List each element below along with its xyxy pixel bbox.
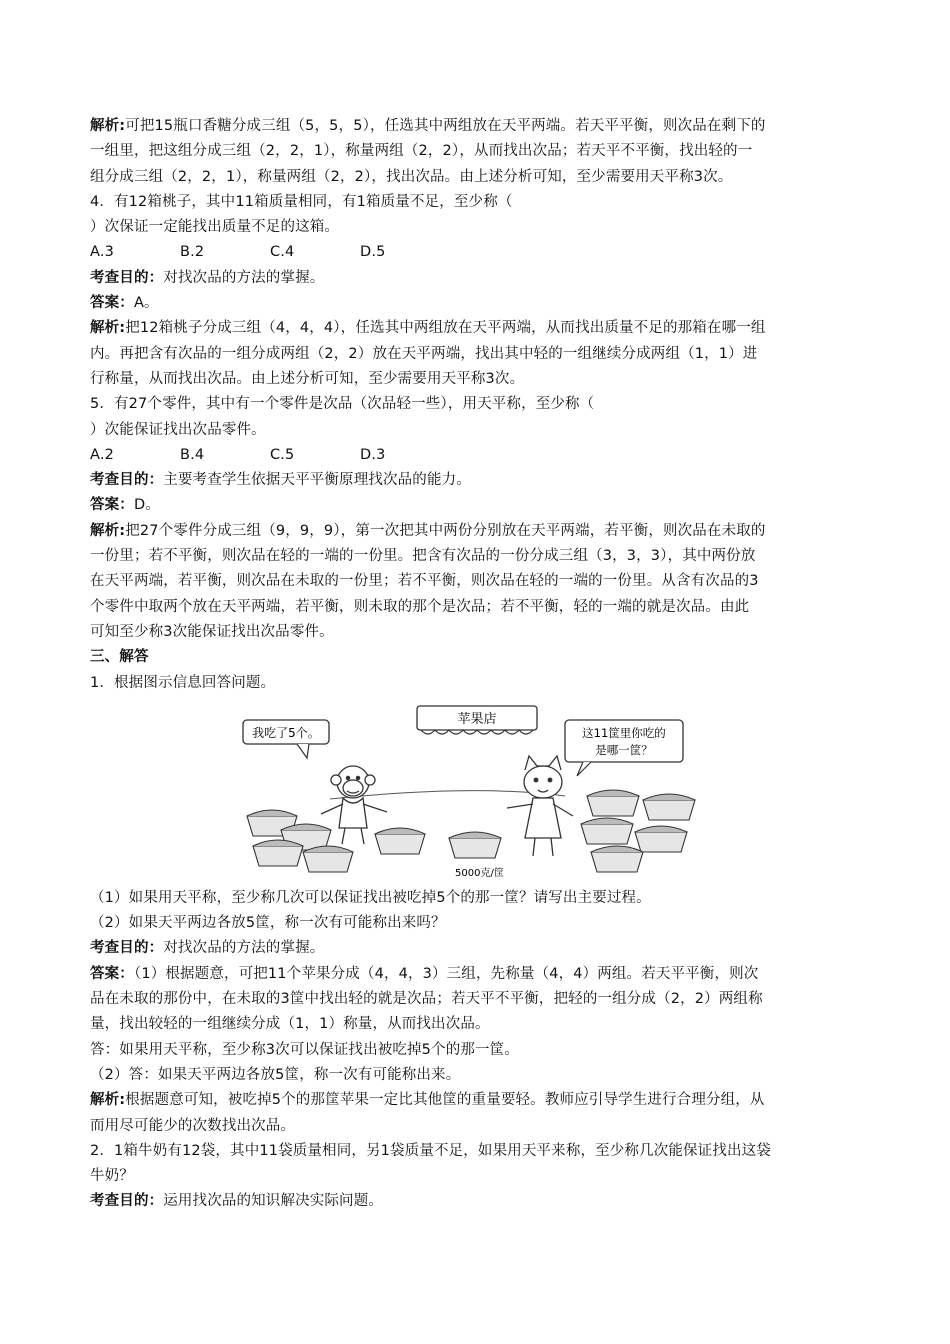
line-label: 考查目的： xyxy=(90,269,164,286)
text-line xyxy=(90,190,865,215)
text-line xyxy=(90,392,865,417)
text-line xyxy=(90,114,865,139)
text-line xyxy=(90,1189,865,1214)
line-label: 考查目的： xyxy=(90,472,164,489)
line-text: 运用找次品的知识解决实际问题。 xyxy=(163,1193,383,1210)
line-text: 量，找出较轻的一组继续分成（1，1）称量，从而找出次品。 xyxy=(90,1016,490,1033)
line-label: 答案： xyxy=(90,295,134,312)
line-text: 把12箱桃子分成三组（4，4，4），任选其中两组放在天平两端，从而找出质量不足的那箱在哪一组 xyxy=(125,320,766,337)
text-line xyxy=(90,367,865,392)
cat-character xyxy=(507,756,573,856)
text-line xyxy=(90,911,865,936)
text-line xyxy=(90,962,865,987)
answer-option: A.3 xyxy=(90,244,114,261)
line-label: 解析: xyxy=(90,1092,126,1109)
text-line xyxy=(90,1164,865,1189)
answer-option: D.5 xyxy=(360,244,386,261)
answer-option: A.2 xyxy=(90,446,114,463)
answer-option: C.5 xyxy=(270,446,295,463)
document-page xyxy=(90,114,865,1215)
line-text: 行称量，从而找出次品。由上述分析可知，至少需要用天平称3次。 xyxy=(90,370,525,387)
text-line xyxy=(90,1114,865,1139)
text-line xyxy=(90,266,865,291)
text-line xyxy=(90,671,865,696)
line-text: 一组里，把这组分成三组（2，2，1），称量两组（2，2），从而找出次品；若天平不平衡，找出轻的一 xyxy=(90,143,753,160)
line-text: 2．1箱牛奶有12袋，其中11袋质量相同，另1袋质量不足，如果用天平来称，至少称几次能保证找出这袋 xyxy=(90,1142,771,1159)
line-text: （1）根据题意，可把11个苹果分成（4，4，3）三组，先称量（4，4）两组。若天平平衡，则次 xyxy=(133,965,759,982)
answer-option: B.4 xyxy=(180,446,205,463)
line-text: 三、解答 xyxy=(90,649,149,666)
text-line xyxy=(90,139,865,164)
answer-options xyxy=(90,240,865,265)
line-label: 考查目的： xyxy=(90,940,164,957)
line-text: 个零件中取两个放在天平两端，若平衡，则未取的那个是次品；若不平衡，轻的一端的就是次品。由此 xyxy=(90,598,750,615)
line-label: 解析: xyxy=(90,522,126,539)
cartoon-drawing xyxy=(235,704,705,884)
line-text: 把27个零件分成三组（9，9，9），第一次把其中两份分别放在天平两端，若平衡，则次品在未取的 xyxy=(125,522,766,539)
line-label: 答案： xyxy=(90,497,134,514)
line-text: 对找次品的方法的掌握。 xyxy=(163,940,325,957)
text-line xyxy=(90,1012,865,1037)
line-label: 解析: xyxy=(90,320,126,337)
line-text: 1．根据图示信息回答问题。 xyxy=(90,674,276,691)
line-text: 组分成三组（2，2，1），称量两组（2，2），找出次品。由上述分析可知，至少需要用天平称3次。 xyxy=(90,168,733,185)
line-text: 主要考查学生依据天平平衡原理找次品的能力。 xyxy=(163,472,471,489)
text-line xyxy=(90,519,865,544)
monkey-speech-text: 我吃了5个。 xyxy=(252,725,320,740)
line-text: （2）如果天平两边各放5筐，称一次有可能称出来吗？ xyxy=(90,915,446,932)
text-line xyxy=(90,493,865,518)
line-text: 可把15瓶口香糖分成三组（5，5，5），任选其中两组放在天平两端。若天平平衡，则次品在剩下的 xyxy=(125,118,766,134)
line-text: 牛奶？ xyxy=(90,1168,134,1185)
text-line xyxy=(90,418,865,443)
cat-speech-bubble xyxy=(565,720,683,776)
answer-option: C.4 xyxy=(270,244,295,261)
text-line xyxy=(90,316,865,341)
monkey-character xyxy=(321,766,387,844)
line-text: ）次保证一定能找出质量不足的这箱。 xyxy=(90,219,340,236)
line-text: 在天平两端，若平衡，则次品在未取的一份里；若不平衡，则次品在轻的一端的一份里。从含有次品的3 xyxy=(90,573,759,590)
text-line xyxy=(90,165,865,190)
line-text: （2）答：如果天平两边各放5筐，称一次有可能称出来。 xyxy=(90,1066,461,1083)
text-line xyxy=(90,291,865,316)
text-line xyxy=(90,544,865,569)
text-line xyxy=(90,987,865,1012)
line-text: 可知至少称3次能保证找出次品零件。 xyxy=(90,623,334,640)
text-line xyxy=(90,1088,865,1113)
line-text: A。 xyxy=(133,295,159,312)
line-text: 答：如果用天平称，至少称3次可以保证找出被吃掉5个的那一筐。 xyxy=(90,1041,519,1058)
answer-options xyxy=(90,443,865,468)
text-line xyxy=(90,1063,865,1088)
line-text: 5．有27个零件，其中有一个零件是次品（次品轻一些），用天平称，至少称（ xyxy=(90,396,595,413)
text-line xyxy=(90,215,865,240)
line-label: 考查目的： xyxy=(90,1193,164,1210)
line-text: 品在未取的那份中，在未取的3筐中找出轻的就是次品；若天平不平衡，把轻的一组分成（2，2）两组称 xyxy=(90,991,763,1008)
text-line xyxy=(90,595,865,620)
store-sign xyxy=(417,706,537,734)
weight-label: 5000克/筐 xyxy=(455,867,504,879)
text-line xyxy=(90,569,865,594)
line-text: D。 xyxy=(133,497,160,514)
answer-option: D.3 xyxy=(360,446,386,463)
line-text: ）次能保证找出次品零件。 xyxy=(90,421,266,438)
cat-speech-text-1: 这11筐里你吃的 xyxy=(582,725,666,740)
text-line xyxy=(90,1038,865,1063)
text-line xyxy=(90,886,865,911)
text-line xyxy=(90,468,865,493)
text-line xyxy=(90,936,865,961)
line-text: 内。再把含有次品的一组分成两组（2，2）放在天平两端，找出其中轻的一组继续分成两组（1，1）进 xyxy=(90,345,758,362)
apple-store-illustration xyxy=(90,696,865,886)
line-text: 4．有12箱桃子，其中11箱质量相同，有1箱质量不足，至少称（ xyxy=(90,193,513,210)
text-line xyxy=(90,1139,865,1164)
text-line xyxy=(90,342,865,367)
line-text: 根据题意可知，被吃掉5个的那筐苹果一定比其他筐的重量要轻。教师应引导学生进行合理分组，从 xyxy=(125,1092,765,1109)
line-text: 而用尽可能少的次数找出次品。 xyxy=(90,1117,296,1134)
cat-speech-text-2: 是哪一筐？ xyxy=(595,742,653,757)
answer-option: B.2 xyxy=(180,244,205,261)
store-sign-text: 苹果店 xyxy=(457,711,497,727)
line-label: 答案： xyxy=(90,965,134,982)
line-text: （1）如果用天平称，至少称几次可以保证找出被吃掉5个的那一筐？请写出主要过程。 xyxy=(90,889,651,906)
apple-baskets xyxy=(247,790,695,872)
line-text: 一份里；若不平衡，则次品在轻的一端的一份里。把含有次品的一份分成三组（3，3，3），其中两份放 xyxy=(90,548,756,565)
monkey-speech-bubble xyxy=(243,720,329,758)
text-line xyxy=(90,620,865,645)
section-heading xyxy=(90,645,865,670)
line-label: 解析: xyxy=(90,118,126,134)
line-text: 对找次品的方法的掌握。 xyxy=(163,269,325,286)
